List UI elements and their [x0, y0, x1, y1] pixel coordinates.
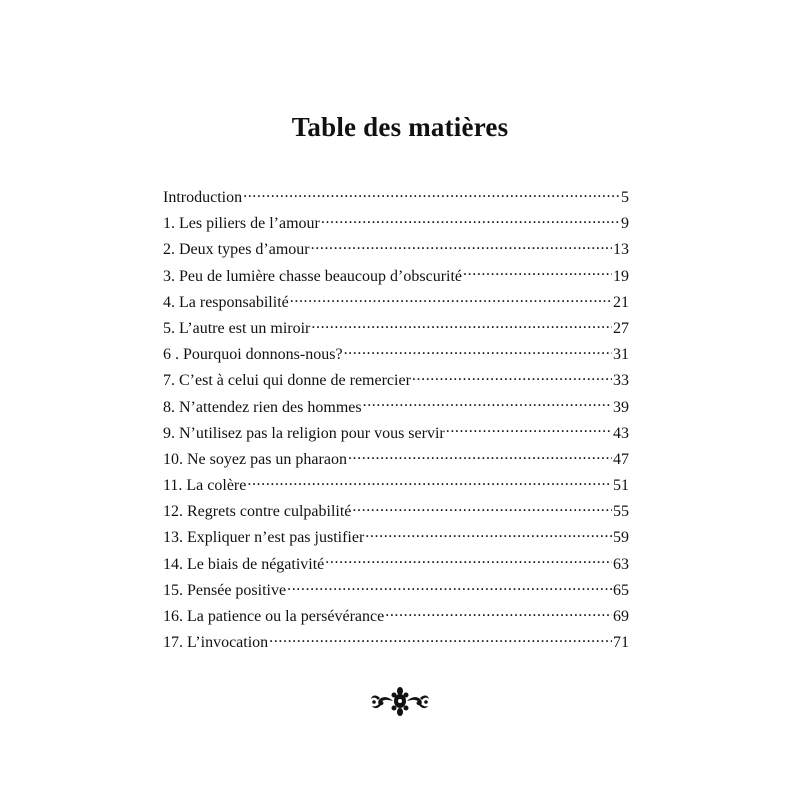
toc-entry	[163, 630, 629, 656]
toc-entry	[163, 185, 629, 211]
toc-dot-leader	[311, 238, 612, 254]
toc-entry	[163, 211, 629, 237]
toc-entry-label: 17. L’invocation	[163, 634, 269, 652]
toc-entry-label: 4. La responsabilité	[163, 293, 289, 311]
toc-entry-page-number: 33	[613, 372, 629, 390]
toc-entry	[163, 473, 629, 499]
toc-entry	[163, 499, 629, 525]
toc-entry	[163, 368, 629, 394]
toc-entry-page-number: 59	[613, 529, 629, 547]
toc-entry-label: 10. Ne soyez pas un pharaon	[163, 450, 347, 468]
page-title: Table des matières	[291, 112, 509, 142]
toc-entry-page-number: 63	[613, 555, 629, 573]
toc-entry-label: 7. C’est à celui qui donne de remercier	[163, 372, 411, 390]
toc-dot-leader	[463, 265, 612, 281]
toc-entry-label: 9. N’utilisez pas la religion pour vous servir	[163, 424, 445, 442]
toc-entry-page-number: 55	[613, 503, 629, 521]
toc-entry-label: 15. Pensée positive	[163, 581, 287, 599]
toc-entry-page-number: 27	[613, 319, 629, 337]
toc-entry-label: 1. Les piliers de l’amour	[163, 215, 320, 233]
toc-dot-leader	[290, 291, 612, 307]
table-of-contents	[163, 185, 629, 656]
toc-dot-leader	[325, 553, 612, 569]
toc-entry-page-number: 51	[613, 477, 629, 495]
toc-entry	[163, 290, 629, 316]
toc-entry-page-number: 21	[613, 293, 629, 311]
toc-dot-leader	[412, 369, 612, 385]
toc-entry	[163, 264, 629, 290]
toc-entry-label: 12. Regrets contre culpabilité	[163, 503, 352, 521]
toc-dot-leader	[348, 448, 612, 464]
toc-dot-leader	[446, 422, 612, 438]
toc-dot-leader	[287, 579, 612, 595]
toc-entry	[163, 447, 629, 473]
toc-dot-leader	[363, 396, 612, 412]
toc-entry-page-number: 5	[621, 189, 629, 206]
toc-entry-label: 14. Le biais de négativité	[163, 555, 325, 573]
toc-entry-page-number: 39	[613, 398, 629, 416]
toc-dot-leader	[269, 631, 612, 647]
toc-entry-label: 2. Deux types d’amour	[163, 241, 310, 259]
toc-dot-leader	[321, 212, 620, 228]
toc-entry-page-number: 31	[613, 346, 629, 364]
toc-entry-page-number: 13	[613, 241, 629, 259]
toc-dot-leader	[352, 500, 612, 516]
toc-entry	[163, 316, 629, 342]
toc-entry-page-number: 43	[613, 424, 629, 442]
toc-entry-label: Introduction	[163, 189, 243, 206]
toc-entry	[163, 342, 629, 368]
toc-entry-page-number: 47	[613, 450, 629, 468]
toc-entry	[163, 604, 629, 630]
toc-dot-leader	[344, 343, 612, 359]
toc-entry-label: 3. Peu de lumière chasse beaucoup d’obscurité	[163, 267, 463, 285]
toc-entry-page-number: 71	[613, 634, 629, 652]
toc-entry-page-number: 65	[613, 581, 629, 599]
toc-entry	[163, 237, 629, 263]
toc-dot-leader	[247, 474, 612, 490]
toc-entry-page-number: 19	[613, 267, 629, 285]
toc-dot-leader	[311, 317, 612, 333]
toc-entry-label: 5. L’autre est un miroir	[163, 319, 311, 337]
toc-dot-leader	[385, 605, 612, 621]
toc-entry	[163, 395, 629, 421]
toc-entry-label: 16. La patience ou la persévérance	[163, 608, 385, 625]
toc-dot-leader	[243, 186, 620, 202]
toc-entry-label: 6 . Pourquoi donnons-nous?	[163, 346, 343, 364]
toc-dot-leader	[365, 526, 612, 542]
toc-entry-page-number: 9	[621, 215, 629, 233]
toc-entry	[163, 578, 629, 604]
toc-entry	[163, 421, 629, 447]
toc-entry-page-number: 69	[613, 608, 629, 625]
floral-ornament-icon	[370, 684, 430, 718]
toc-entry-label: 11. La colère	[163, 477, 247, 495]
toc-entry-label: 8. N’attendez rien des hommes	[163, 398, 362, 416]
toc-entry	[163, 525, 629, 551]
toc-entry-label: 13. Expliquer n’est pas justifier	[163, 529, 365, 547]
toc-entry	[163, 552, 629, 578]
